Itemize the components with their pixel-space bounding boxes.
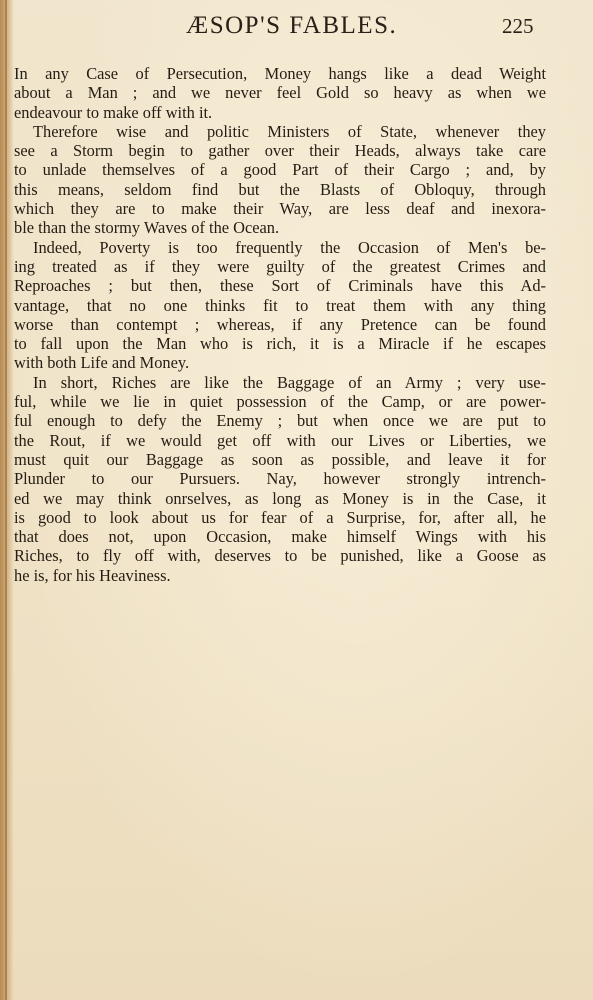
text-line: In short, Riches are like the Baggage of an Army ; very use- <box>33 372 546 392</box>
text-line: vantage, that no one thinks fit to treat them with any thing <box>14 295 546 315</box>
page-header <box>0 6 593 46</box>
text-line: to unlade themselves of a good Part of their Cargo ; and, by <box>14 160 546 180</box>
text-line: Riches, to fly off with, deserves to be punished, like a Goose as <box>14 546 546 566</box>
text-line: Plunder to our Pursuers. Nay, however strongly intrench- <box>14 469 546 489</box>
text-line: worse than contempt ; whereas, if any Pretence can be found <box>14 314 546 334</box>
text-line: ful enough to defy the Enemy ; but when once we are put to <box>14 411 546 431</box>
text-line: endeavour to make off with it. <box>14 102 213 122</box>
text-line: to fall upon the Man who is rich, it is a Miracle if he escapes <box>14 334 546 354</box>
text-line: he is, for his Heaviness. <box>14 565 171 585</box>
text-line: ful, while we lie in quiet possession of the Camp, or are power- <box>14 392 546 412</box>
page-number: 225 <box>502 14 534 38</box>
text-line: Therefore wise and politic Ministers of State, whenever they <box>33 121 546 141</box>
text-line: the Rout, if we would get off with our Lives or Liberties, we <box>14 430 546 450</box>
text-line: that does not, upon Occasion, make himself Wings with his <box>14 527 546 547</box>
text-line: which they are to make their Way, are less deaf and inexora- <box>14 199 546 219</box>
text-line: with both Life and Money. <box>14 353 190 373</box>
text-line: this means, seldom find but the Blasts of Obloquy, through <box>14 179 546 199</box>
text-line: must quit our Baggage as soon as possible, and leave it for <box>14 449 546 469</box>
running-head: ÆSOP'S FABLES. <box>186 12 398 39</box>
text-line: Indeed, Poverty is too frequently the Occasion of Men's be- <box>33 237 546 257</box>
text-line: ble than the stormy Waves of the Ocean. <box>14 218 280 238</box>
text-line: Reproaches ; but then, these Sort of Criminals have this Ad- <box>14 276 546 296</box>
text-line: about a Man ; and we never feel Gold so heavy as when we <box>14 83 546 103</box>
binding-edge <box>5 0 7 1000</box>
text-line: ing treated as if they were guilty of the greatest Crimes and <box>14 256 546 276</box>
text-line: ed we may think onrselves, as long as Money is in the Case, it <box>14 488 546 508</box>
text-line: see a Storm begin to gather over their Heads, always take care <box>14 141 546 161</box>
text-line: In any Case of Persecution, Money hangs like a dead Weight <box>14 64 546 83</box>
text-line: is good to look about us for fear of a Surprise, for, after all, he <box>14 507 546 527</box>
body-text <box>14 64 546 585</box>
page-gutter-shadow <box>0 0 14 1000</box>
